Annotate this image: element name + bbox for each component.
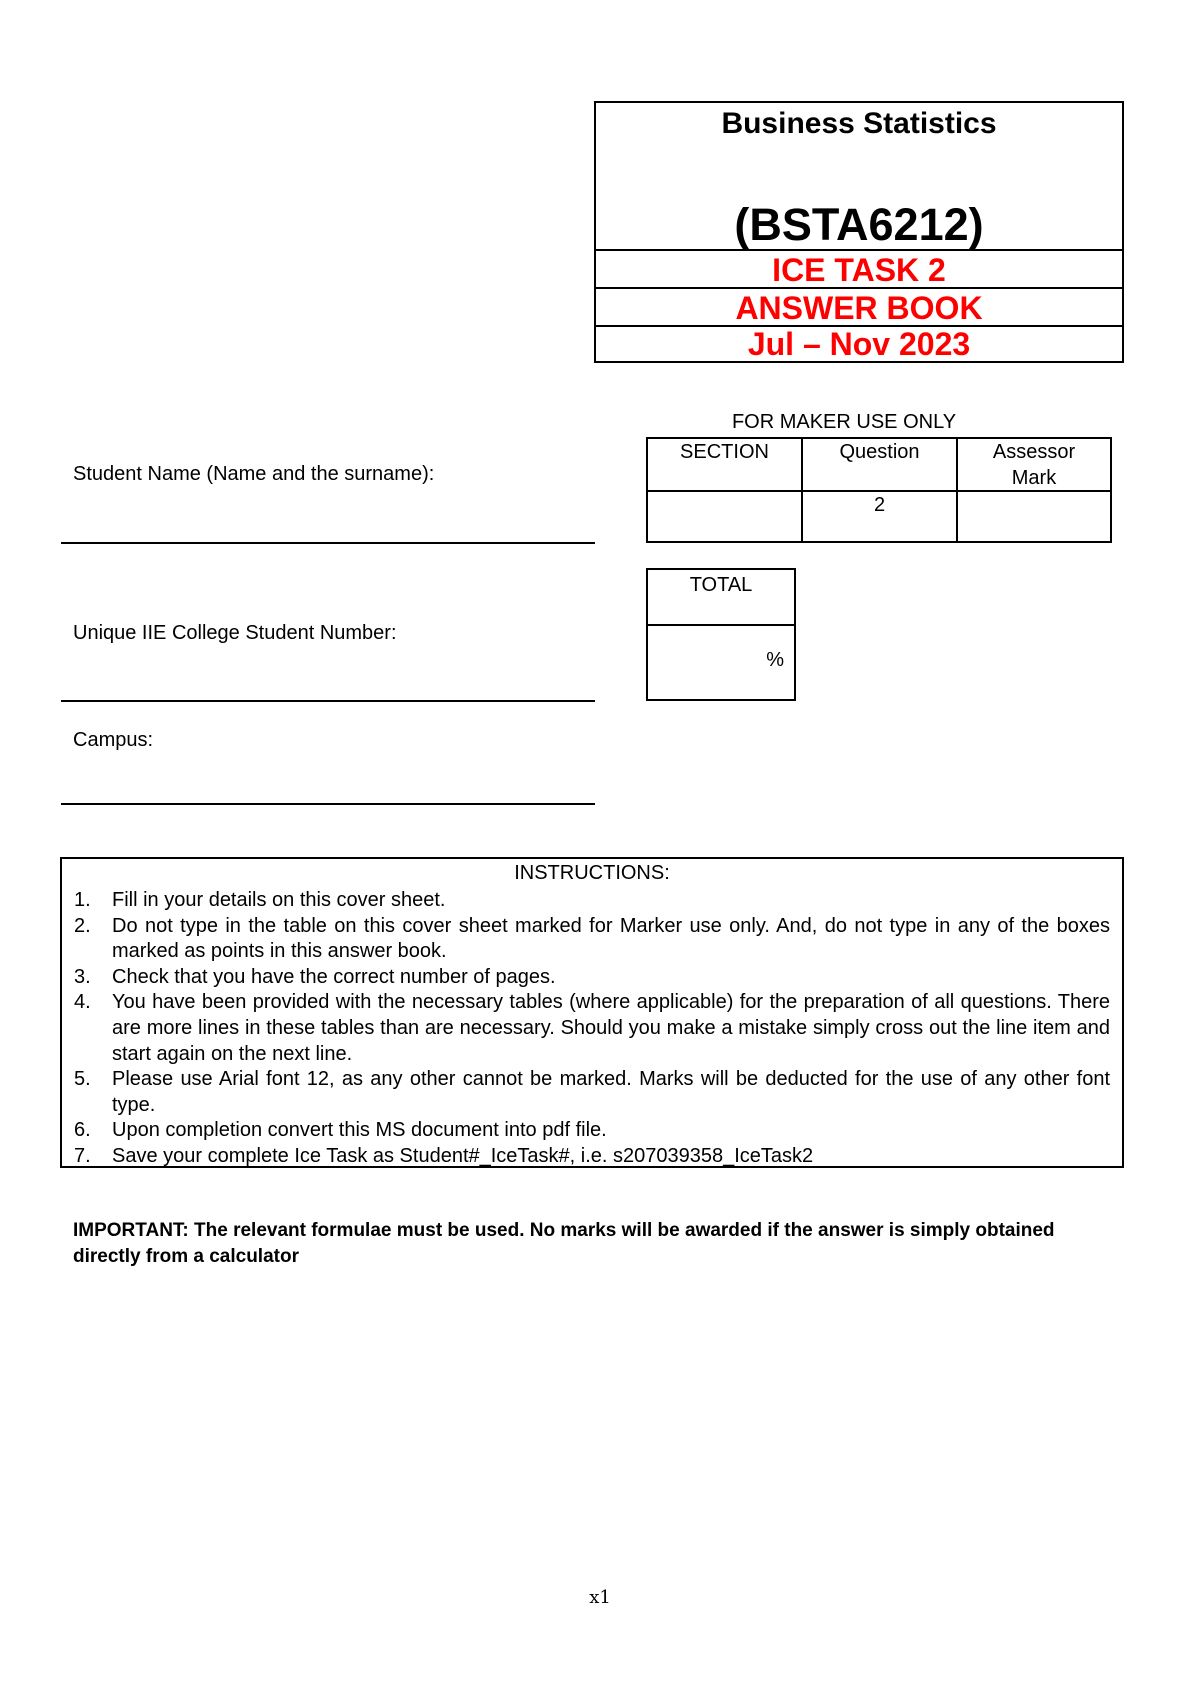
- instructions-list: [74, 888, 1110, 1170]
- list-item: [74, 1144, 1110, 1170]
- item-text: Please use Arial font 12, as any other cannot be marked. Marks will be deducted for the use of any other font type.: [112, 1068, 1110, 1116]
- item-text: Check that you have the correct number of pages.: [112, 965, 556, 988]
- student-name-field[interactable]: [61, 542, 595, 544]
- item-number: 4.: [74, 991, 91, 1014]
- item-number: 1.: [74, 889, 91, 911]
- section-cell: [648, 492, 801, 542]
- student-name-label: Student Name (Name and the surname):: [73, 463, 435, 485]
- marker-caption: FOR MAKER USE ONLY: [731, 411, 957, 433]
- item-text: Fill in your details on this cover sheet.: [112, 889, 446, 911]
- total-percent: %: [766, 649, 784, 671]
- instructions-box: [60, 857, 1124, 1168]
- item-text: Upon completion convert this MS document into pdf file.: [112, 1119, 607, 1142]
- total-label: TOTAL: [648, 570, 794, 626]
- list-item: [74, 1067, 1110, 1118]
- assessor-mark-cell: [958, 492, 1110, 542]
- total-box: [646, 568, 796, 701]
- list-item: [74, 888, 1110, 914]
- list-item: [74, 965, 1110, 991]
- item-text: You have been provided with the necessary tables (where applicable) for the preparation of all questions. There are more lines in these tables than are necessary. Should you make a mistake simply cross out the line item and start again on the next line.: [112, 991, 1110, 1065]
- list-item: [74, 1118, 1110, 1144]
- item-text: Save your complete Ice Task as Student#_IceTask#, i.e. s207039358_IceTask2: [112, 1144, 814, 1167]
- task-title: ICE TASK 2: [596, 251, 1122, 289]
- important-note: IMPORTANT: The relevant formulae must be used. No marks will be awarded if the answer is simply obtained directly from a calculator: [73, 1220, 1055, 1267]
- page-number: x1: [589, 1587, 611, 1608]
- item-number: 6.: [74, 1119, 91, 1142]
- course-code: (BSTA6212): [734, 199, 984, 250]
- answer-book-title: ANSWER BOOK: [596, 289, 1122, 327]
- course-title-cell: [596, 103, 1122, 251]
- item-number: 5.: [74, 1068, 91, 1091]
- period-title: Jul – Nov 2023: [747, 326, 971, 362]
- title-box: [594, 101, 1124, 363]
- list-item: [74, 990, 1110, 1067]
- header-section: SECTION: [680, 441, 769, 463]
- question-cell: 2: [873, 494, 886, 516]
- item-number: 7.: [74, 1144, 91, 1167]
- campus-field[interactable]: [61, 803, 595, 805]
- item-text: Do not type in the table on this cover sheet marked for Marker use only. And, do not type in any of the boxes marked as points in this answer book.: [112, 914, 1110, 963]
- course-name: Business Statistics: [721, 107, 997, 140]
- marker-table: [646, 437, 1112, 543]
- item-number: 2.: [74, 914, 91, 937]
- header-assessor-mark: Assessor Mark: [992, 441, 1076, 489]
- instructions-title: INSTRUCTIONS:: [514, 862, 670, 884]
- campus-label: Campus:: [73, 729, 154, 751]
- student-number-label: Unique IIE College Student Number:: [73, 622, 397, 644]
- list-item: [74, 914, 1110, 965]
- header-question: Question: [839, 441, 920, 463]
- item-number: 3.: [74, 965, 91, 988]
- student-number-field[interactable]: [61, 700, 595, 702]
